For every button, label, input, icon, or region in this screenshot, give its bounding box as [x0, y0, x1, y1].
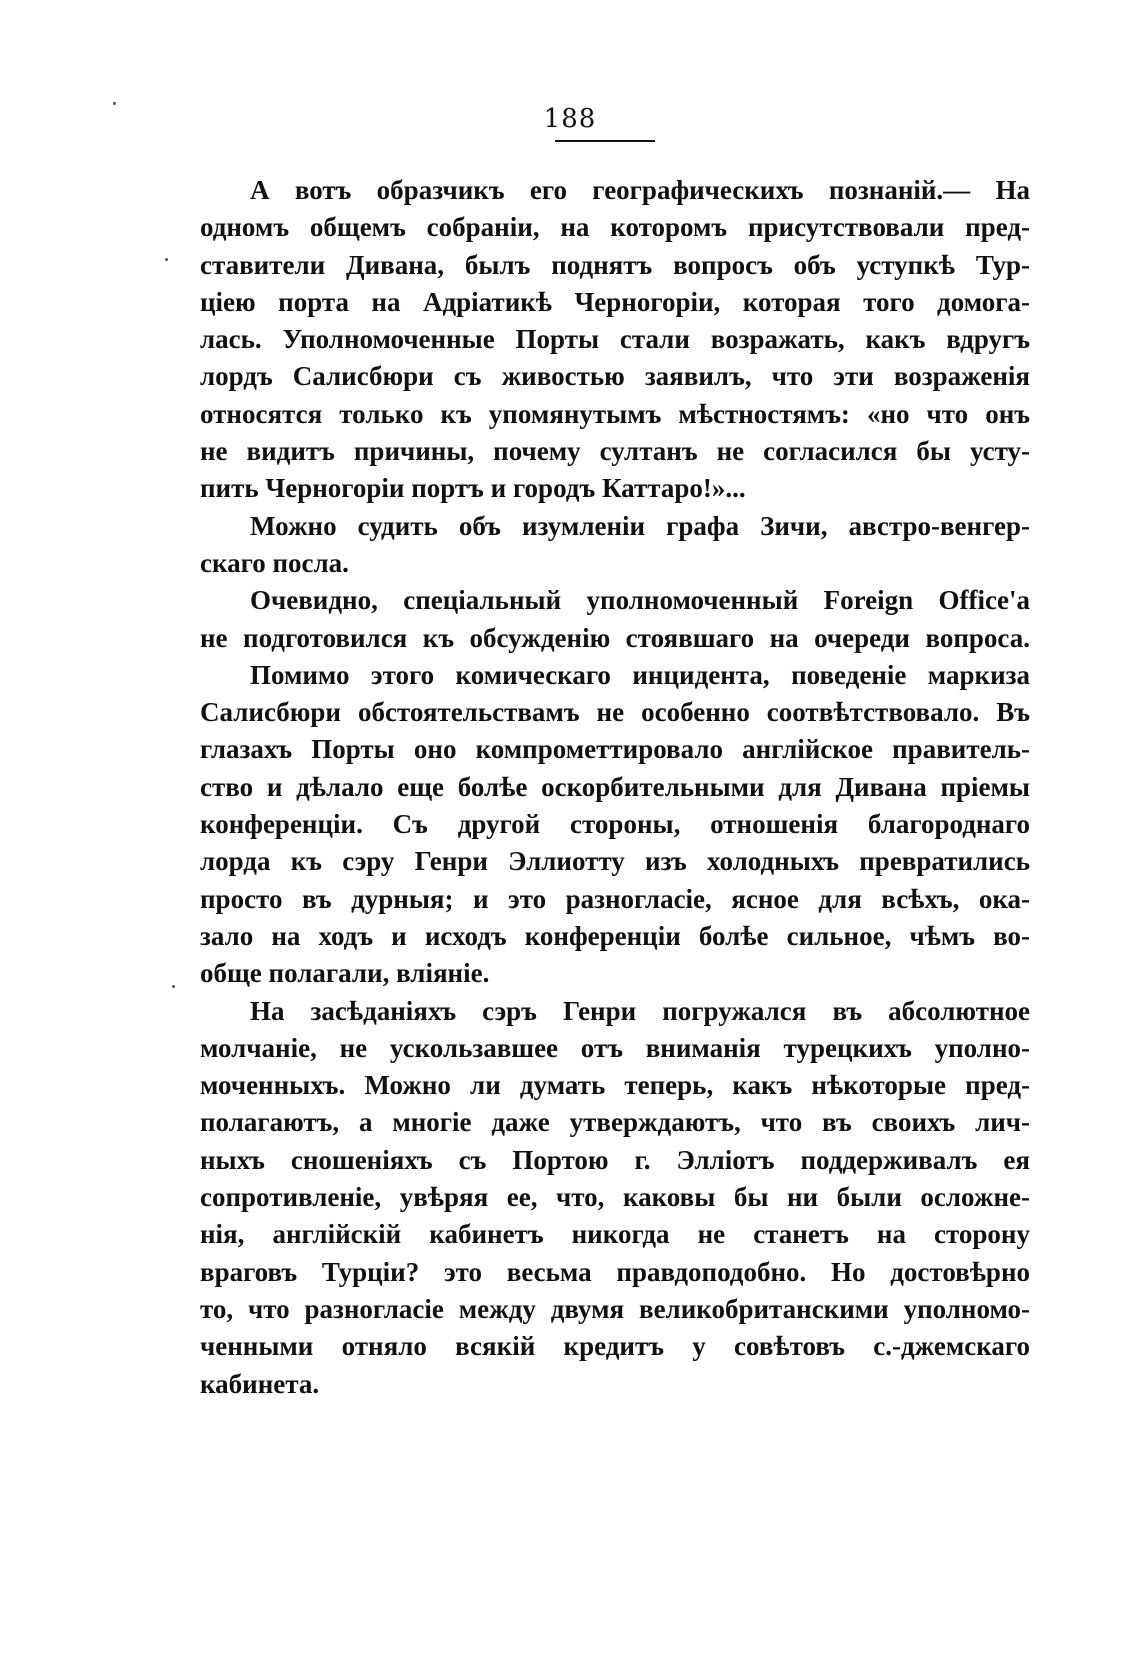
text-line: полагаютъ, а многіе даже утверждаютъ, что въ своихъ лич-: [200, 1107, 1030, 1138]
text-line: скаго посла.: [200, 547, 349, 578]
text-line: Очевидно, спеціальный уполномоченный Foreign Office'а: [250, 585, 1030, 616]
text-line: моченныхъ. Можно ли думать теперь, какъ нѣкоторые пред-: [200, 1070, 1030, 1101]
text-line: нія, англійскій кабинетъ никогда не станетъ на сторону: [200, 1219, 1030, 1250]
text-line: зало на ходъ и исходъ конференціи болѣе сильное, чѣмъ во-: [200, 920, 1030, 951]
text-line: молчаніе, не ускользавшее отъ вниманія турецкихъ уполно-: [200, 1032, 1030, 1063]
text-line: глазахъ Порты оно компрометтировало англійское правитель-: [200, 734, 1030, 765]
paragraph: [200, 508, 1030, 583]
text-line: то, что разногласіе между двумя великобританскими уполномо-: [200, 1293, 1030, 1324]
paragraph: [200, 582, 1030, 657]
text-line: не подготовился къ обсужденію стоявшаго на очереди вопроса.: [200, 622, 1030, 653]
text-line: конференціи. Съ другой стороны, отношенія благороднаго: [200, 809, 1030, 840]
text-line: ченными отняло всякій кредитъ у совѣтовъ с.-джемскаго: [200, 1331, 1030, 1362]
margin-speck: [172, 985, 175, 988]
text-line: враговъ Турціи? это весьма правдоподобно. Но достовѣрно: [200, 1256, 1030, 1287]
text-line: относятся только къ упомянутымъ мѣстностямъ: «но что онъ: [200, 398, 1030, 429]
text-line: лордъ Салисбюри съ живостью заявилъ, что эти возраженія: [200, 361, 1030, 392]
margin-speck: [113, 102, 116, 105]
text-line: ставители Дивана, былъ поднятъ вопросъ объ уступкѣ Тур-: [200, 249, 1030, 280]
page-number-rule: [555, 140, 655, 142]
text-line: На засѣданіяхъ сэръ Генри погружался въ абсолютное: [250, 995, 1030, 1026]
text-line: Можно судить объ изумленіи графа Зичи, австро-венгер-: [250, 510, 1030, 541]
text-line: одномъ общемъ собраніи, на которомъ присутствовали пред-: [200, 212, 1030, 243]
margin-speck: [165, 258, 168, 261]
text-line: Помимо этого комическаго инцидента, поведеніе маркиза: [250, 659, 1030, 690]
paragraph: [200, 172, 1030, 508]
text-line: ство и дѣлало еще болѣе оскорбительными для Дивана пріемы: [200, 771, 1030, 802]
text-line: просто въ дурныя; и это разногласіе, ясное для всѣхъ, ока-: [200, 883, 1030, 914]
text-line: обще полагали, вліяніе.: [200, 958, 490, 989]
body-text: [200, 172, 1030, 1403]
paragraph: [200, 993, 1030, 1403]
text-line: ныхъ сношеніяхъ съ Портою г. Эллiотъ поддерживалъ ея: [200, 1144, 1030, 1175]
text-line: пить Черногоріи портъ и городъ Каттаро!»...: [200, 473, 746, 504]
text-line: лорда къ сэру Генри Эллиотту изъ холодныхъ превратились: [200, 846, 1030, 877]
text-line: А вотъ образчикъ его географическихъ познаній.— На: [250, 175, 1030, 205]
text-line: кабинета.: [200, 1368, 320, 1399]
text-line: не видитъ причины, почему султанъ не согласился бы усту-: [200, 436, 1030, 467]
text-line: сопротивленіе, увѣряя ее, что, каковы бы ни были осложне-: [200, 1182, 1030, 1213]
text-line: ціею порта на Адріатикѣ Черногоріи, которая того домога-: [200, 286, 1030, 317]
text-line: лась. Уполномоченные Порты стали возражать, какъ вдругъ: [200, 324, 1030, 355]
paragraph: [200, 657, 1030, 993]
text-line: Салисбюри обстоятельствамъ не особенно соотвѣтствовало. Въ: [200, 697, 1030, 728]
page-number: 188: [543, 104, 597, 134]
